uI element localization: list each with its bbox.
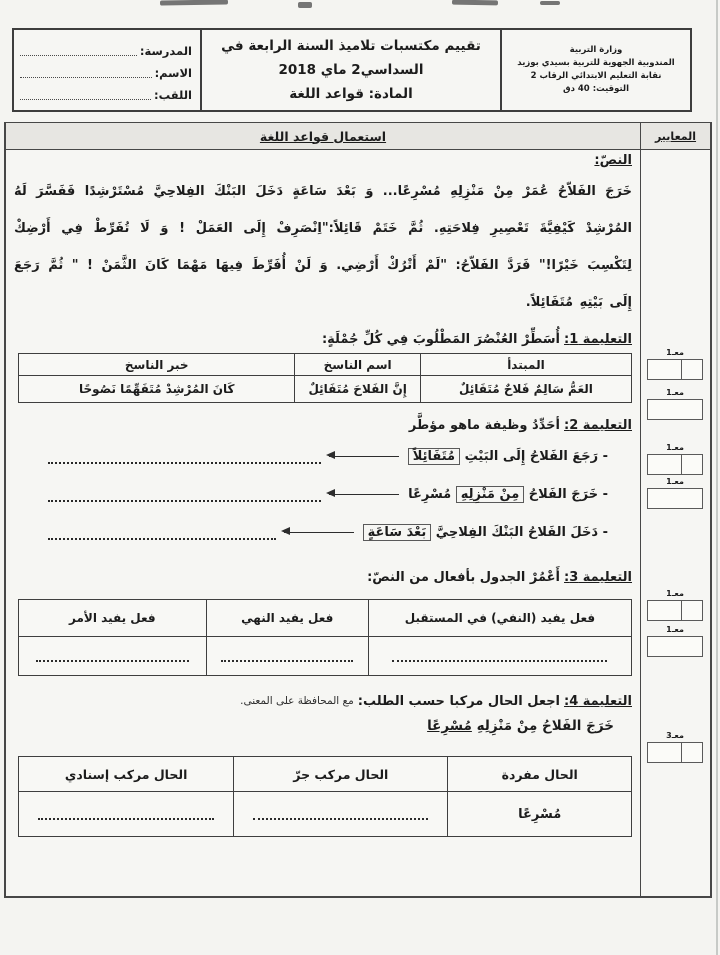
framed-word: بَعْدَ سَاعَةٍ: [363, 524, 432, 541]
exam-title-line: المادة: قواعد اللغة: [289, 86, 413, 103]
exam-content: [6, 123, 640, 896]
exam-title-box: [200, 30, 500, 110]
instruction-2-text: أحَدِّدُ وظيفة ماهو مؤطَّر: [408, 417, 561, 433]
instruction-4-heading: [14, 690, 632, 712]
criterion-entry: [647, 347, 703, 380]
text-line: خَرَجَ الفَلاّحُ عُمَرْ مِنْ مَنْزِلِهِ مُسْرِعًا... وَ بَعْدَ سَاعَةٍ دَخَلَ البَنْكَ الفِلاحِيَّ مُسْتَرْشِدًا فَفَسَّرَ لَهُ: [14, 184, 632, 199]
instruction-3-label: التعليمة 3:: [564, 569, 632, 585]
last-name-label: اللقب:: [153, 88, 192, 102]
instruction-1-table: [18, 353, 632, 403]
answer-dotted-line[interactable]: [253, 808, 428, 820]
ministry-box: [500, 30, 690, 110]
ministry-line: التوقيت: 40 دق: [562, 84, 630, 95]
score-box[interactable]: [647, 636, 703, 657]
score-box[interactable]: [647, 454, 703, 475]
table-header-cell: فعل يفيد النهي: [206, 600, 368, 637]
text-line: إِلَى بَيْتِهِ مُتَفَائِلاً.: [525, 295, 632, 310]
criterion-entry: [647, 588, 703, 621]
page-edge: [716, 0, 718, 955]
score-box[interactable]: [647, 742, 703, 763]
criterion-label: معـ1: [666, 348, 684, 357]
criteria-column: [640, 123, 710, 896]
ministry-line: المندوبية الجهوية للتربية بسيدي بوزيد: [517, 57, 675, 68]
table-cell-sentence[interactable]: كَانَ المُرْشِدْ مُتَفَهِّمًا نَصُوحًا: [78, 382, 235, 396]
underlined-word: مُسْرِعًا: [427, 718, 472, 734]
instruction-3-heading: [14, 565, 632, 589]
criterion-entry: [647, 624, 703, 657]
exam-title-line: تقييم مكتسبات تلاميذ السنة الرابعة في: [221, 37, 481, 54]
instruction-3-text: أَعْمُرْ الجدول بأفعال من النصّ:: [367, 569, 561, 585]
criteria-column-header: المعايير: [641, 123, 710, 150]
table-cell-sentence[interactable]: العَمُّ سَالِمٌ فَلاحٌ مُتَفَائِلٌ: [420, 376, 631, 402]
table-header-cell: خبر الناسخ: [19, 354, 294, 376]
framed-word: مِنْ مَنْزِلِهِ: [456, 486, 524, 503]
instruction-4-table: [18, 756, 632, 837]
reading-text: [14, 173, 632, 321]
arrow-connector: [329, 456, 399, 457]
criterion-entry: [647, 476, 703, 509]
instruction-3-table: [18, 599, 632, 676]
text-line: المُرْشِدْ كَيْفِيَّةَ تَعْصِيرِ فِلاحَتِهِ. ثُمَّ خَتَمْ قَائِلاً:"اِنْصَرِفْ إِلَى العَمَلْ ! وَ لَا تُفَرِّطْ فِي أَرْضِكْ: [14, 221, 632, 236]
instruction-2-heading: [14, 413, 632, 437]
instruction-4-text: اجعل الحال مركبا حسب الطلب:: [357, 693, 561, 709]
section-band-label: استعمال قواعد اللغة: [259, 128, 387, 144]
item-sentence-pre: - دَخَلَ الفَلاحُ البَنْكَ الفِلاحِيَّ: [435, 524, 608, 540]
answer-dotted-line[interactable]: [48, 538, 276, 540]
item-sentence: [408, 448, 608, 465]
table-header-cell: المبتدأ: [420, 354, 631, 376]
item-sentence: [408, 486, 608, 503]
scan-smudge: [452, 0, 498, 5]
table-header-cell: الحال مركب جرّ: [233, 757, 447, 792]
exam-body-frame: [4, 122, 712, 898]
criterion-label: معـ1: [666, 443, 684, 452]
exam-header: [12, 28, 692, 112]
item-sentence-pre: - رَجَعَ الفَلاحُ إِلَى البَيْتِ: [464, 448, 608, 464]
exam-title-line: السداسي2 ماي 2018: [278, 61, 424, 78]
criterion-label: معـ3: [666, 731, 684, 740]
instruction-2-item: [14, 475, 632, 513]
text-section-label: النصّ:: [594, 153, 632, 168]
text-line: لِتَكْسِبَ خَيْرًا!" فَرَدَّ الفَلاّحُ: "لَمْ أَتْرُكْ أَرْضِي. وَ لَنْ أُفَرِّطَ فِيهَا مَهْمَا كَانَ الثَّمَنْ ! " ثُمَّ رَجَعَ: [14, 258, 632, 273]
instruction-1-heading: [14, 327, 632, 351]
table-header-cell: فعل يفيد (النفي) في المستقبل: [368, 600, 631, 637]
answer-dotted-line[interactable]: [48, 500, 321, 502]
answer-cell[interactable]: [368, 637, 631, 675]
table-header-cell: الحال مفردة: [447, 757, 631, 792]
score-box[interactable]: [647, 488, 703, 509]
item-sentence-post: مُسْرِعًا: [408, 486, 452, 502]
table-cell-given: مُسْرِعًا: [447, 792, 631, 836]
item-sentence: [363, 524, 608, 541]
answer-cell[interactable]: [19, 637, 206, 675]
criterion-entry: [647, 387, 703, 420]
instruction-4-sentence: [14, 718, 632, 742]
ministry-line: نقابة التعليم الابتدائي الرقاب 2: [530, 71, 662, 81]
table-header-cell: فعل يفيد الأمر: [19, 600, 206, 637]
answer-dotted-line[interactable]: [38, 808, 214, 820]
answer-dotted-line[interactable]: [221, 650, 353, 662]
criterion-label: معـ1: [666, 589, 684, 598]
criterion-entry: [647, 442, 703, 475]
instruction-2-item: [14, 513, 632, 551]
instruction-1-text: أُسَطِّرْ العُنْصُرَ المَطْلُوبَ فِي كُلِّ جُمْلَةٍ:: [321, 331, 561, 347]
sentence-pre: خَرَجَ الفَلاحُ مِنْ مَنْزِلِهِ: [476, 718, 614, 734]
table-header-cell: الحال مركب إسنادي: [19, 757, 233, 792]
arrow-connector: [284, 532, 354, 533]
answer-cell[interactable]: [233, 792, 447, 836]
score-box[interactable]: [647, 359, 703, 380]
instruction-2-label: التعليمة 2:: [564, 417, 632, 433]
criterion-label: معـ1: [666, 477, 684, 486]
scan-smudge: [160, 0, 228, 6]
first-name-label: الاسم:: [154, 66, 192, 80]
scan-smudge: [298, 2, 312, 8]
last-name-answer-line[interactable]: [20, 90, 151, 100]
framed-word: مُتَفَائِلاً: [408, 448, 460, 465]
instruction-1-label: التعليمة 1:: [564, 331, 632, 347]
first-name-answer-line[interactable]: [20, 68, 152, 78]
score-box[interactable]: [647, 399, 703, 420]
school-answer-line[interactable]: [20, 46, 137, 56]
section-band: [6, 123, 640, 150]
answer-dotted-line[interactable]: [48, 462, 321, 464]
arrow-connector: [329, 494, 399, 495]
ministry-line: وزارة التربية: [569, 44, 623, 55]
table-header-cell: اسم الناسخ: [294, 354, 419, 376]
answer-dotted-line[interactable]: [36, 650, 189, 662]
instruction-2-item: [14, 437, 632, 475]
instruction-4-label: التعليمة 4:: [564, 693, 632, 709]
table-cell-sentence[interactable]: إِنَّ الفَلاحَ مُتَفَائِلٌ: [294, 376, 419, 402]
criterion-label: معـ1: [666, 625, 684, 634]
answer-cell[interactable]: [19, 792, 233, 836]
school-label: المدرسة:: [139, 44, 192, 58]
criterion-label: معـ1: [666, 388, 684, 397]
instruction-4-note: مع المحافظة على المعنى.: [240, 695, 354, 707]
answer-dotted-line[interactable]: [392, 650, 607, 662]
item-sentence-pre: - خَرَجَ الفَلاحُ: [528, 486, 608, 502]
score-box[interactable]: [647, 600, 703, 621]
student-info-box: [14, 30, 200, 110]
criterion-entry: [647, 730, 703, 763]
answer-cell[interactable]: [206, 637, 368, 675]
scan-smudge: [540, 1, 560, 5]
